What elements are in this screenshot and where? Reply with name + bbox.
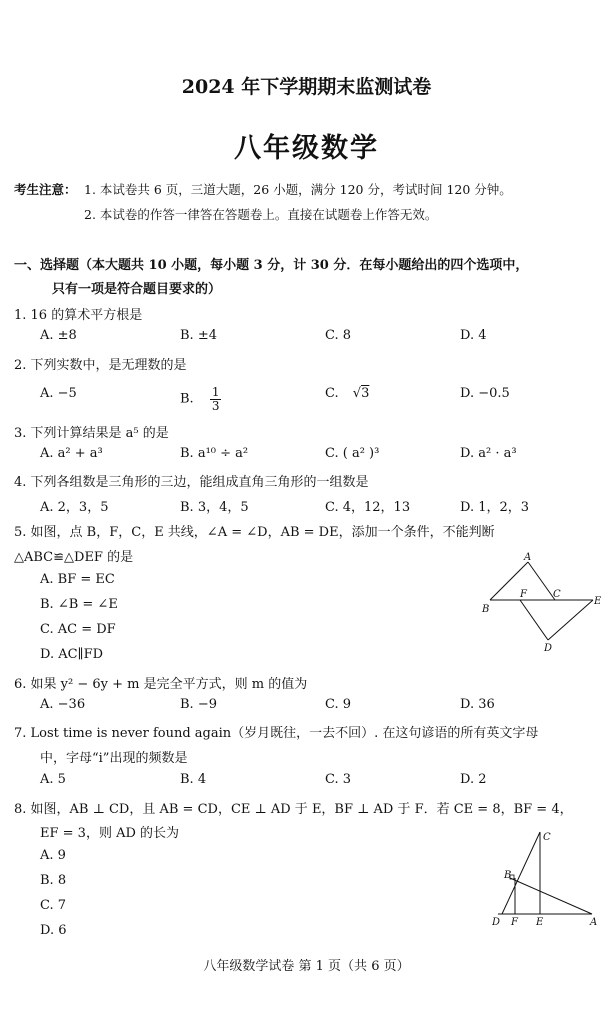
subject-title: 八年级数学 [234,133,379,164]
q2-option-a: A. −5 [40,386,77,401]
sqrt-radicand: 3 [361,386,370,401]
q2-option-c-letter: C. [325,386,339,401]
section-heading-line-1: 一、选择题（本大题共 10 小题，每小题 3 分，计 30 分．在每小题给出的四个选项中， [14,258,529,273]
q3-option-a: A. a² + a³ [40,446,103,461]
label-f: F [511,917,518,928]
label-a: A [590,917,598,928]
q7-option-c: C. 3 [325,772,352,787]
label-d: D [544,643,553,654]
q8-option-b: B. 8 [40,873,67,888]
sqrt-icon: √3 [352,386,370,401]
q6-option-a: A. −36 [40,697,86,712]
section-heading-line-2: 只有一项是符合题目要求的） [52,282,222,297]
segment-ac [528,562,555,600]
label-e: E [594,596,602,607]
q1-option-b: B. ±4 [180,328,217,343]
q5-option-a: A. BF = EC [40,572,115,587]
q4-option-d: D. 1，2，3 [460,500,530,515]
label-d: D [492,917,501,928]
q2-option-b-fraction [210,386,222,412]
q2-option-b-letter: B. [180,391,194,407]
question-1-stem: 1. 16 的算术平方根是 [14,308,143,323]
q3-option-b: B. a¹⁰ ÷ a² [180,446,249,461]
q8-option-d: D. 6 [40,923,67,938]
question-5-stem-line-1: 5. 如图，点 B，F，C，E 共线，∠A = ∠D，AB = DE，添加一个条件，不能判断 [14,525,495,540]
question-7-stem-line-1: 7. Lost time is never found again（岁月既往，一去不回）. 在这句谚语的所有英文字母 [14,726,539,741]
q1-option-d: D. 4 [460,328,487,343]
segment-ba [510,878,592,914]
label-c: C [543,832,551,843]
segment-ed [548,600,593,640]
q3-option-c: C. ( a² )³ [325,446,380,461]
label-c: C [553,589,561,600]
question-3-stem: 3. 下列计算结果是 a⁵ 的是 [14,426,169,441]
exam-title: 2024 年下学期期末监测试卷 [181,76,432,98]
question-8-stem-line-1: 8. 如图，AB ⊥ CD，且 AB = CD，CE ⊥ AD 于 E，BF ⊥ AD 于 F．若 CE = 8，BF = 4， [14,802,573,817]
notice-line-2: 2. 本试卷的作答一律答在答题卷上。直接在试题卷上作答无效。 [84,207,438,222]
q8-option-c: C. 7 [40,898,67,913]
q2-option-d: D. −0.5 [460,386,510,401]
q3-option-d: D. a² · a³ [460,446,517,461]
fraction-numerator: 1 [211,385,220,399]
q1-option-a: A. ±8 [40,328,77,343]
q6-option-c: C. 9 [325,697,352,712]
question-5-stem-line-2: △ABC≌△DEF 的是 [14,550,134,565]
label-e: E [536,917,544,928]
notice-line-1: 1. 本试卷共 6 页，三道大题，26 小题，满分 120 分，考试时间 120 分钟。 [84,182,512,197]
q5-option-d: D. AC∥FD [40,647,104,662]
q5-option-b: B. ∠B = ∠E [40,597,118,612]
question-7-stem-line-2: 中，字母“i”出现的频数是 [40,751,188,766]
q5-option-c: C. AC = DF [40,622,116,637]
question-2-stem: 2. 下列实数中，是无理数的是 [14,358,187,373]
question-6-stem: 6. 如果 y² − 6y + m 是完全平方式，则 m 的值为 [14,677,308,692]
q6-option-d: D. 36 [460,697,495,712]
q4-option-b: B. 3，4，5 [180,500,249,515]
q2-option-b [180,386,221,412]
q4-option-a: A. 2，3，5 [40,500,109,515]
label-b: B [504,870,512,881]
label-f: F [520,589,527,600]
notice-label: 考生注意： [14,182,77,197]
question-4-stem: 4. 下列各组数是三角形的三边，能组成直角三角形的一组数是 [14,475,369,490]
q6-option-b: B. −9 [180,697,217,712]
q7-option-d: D. 2 [460,772,487,787]
q5-figure [480,552,605,657]
page-footer: 八年级数学试卷 第 1 页（共 6 页） [203,959,410,974]
q8-option-a: A. 9 [40,848,66,863]
fraction-denominator: 3 [211,398,220,413]
q7-option-b: B. 4 [180,772,207,787]
q8-figure [488,828,600,930]
label-b: B [482,604,490,615]
q2-option-c [325,386,369,401]
segment-fd [520,600,548,640]
label-a: A [524,552,532,563]
question-8-stem-line-2: EF = 3，则 AD 的长为 [40,826,180,841]
q4-option-c: C. 4，12，13 [325,500,411,515]
q1-option-c: C. 8 [325,328,352,343]
q7-option-a: A. 5 [40,772,66,787]
